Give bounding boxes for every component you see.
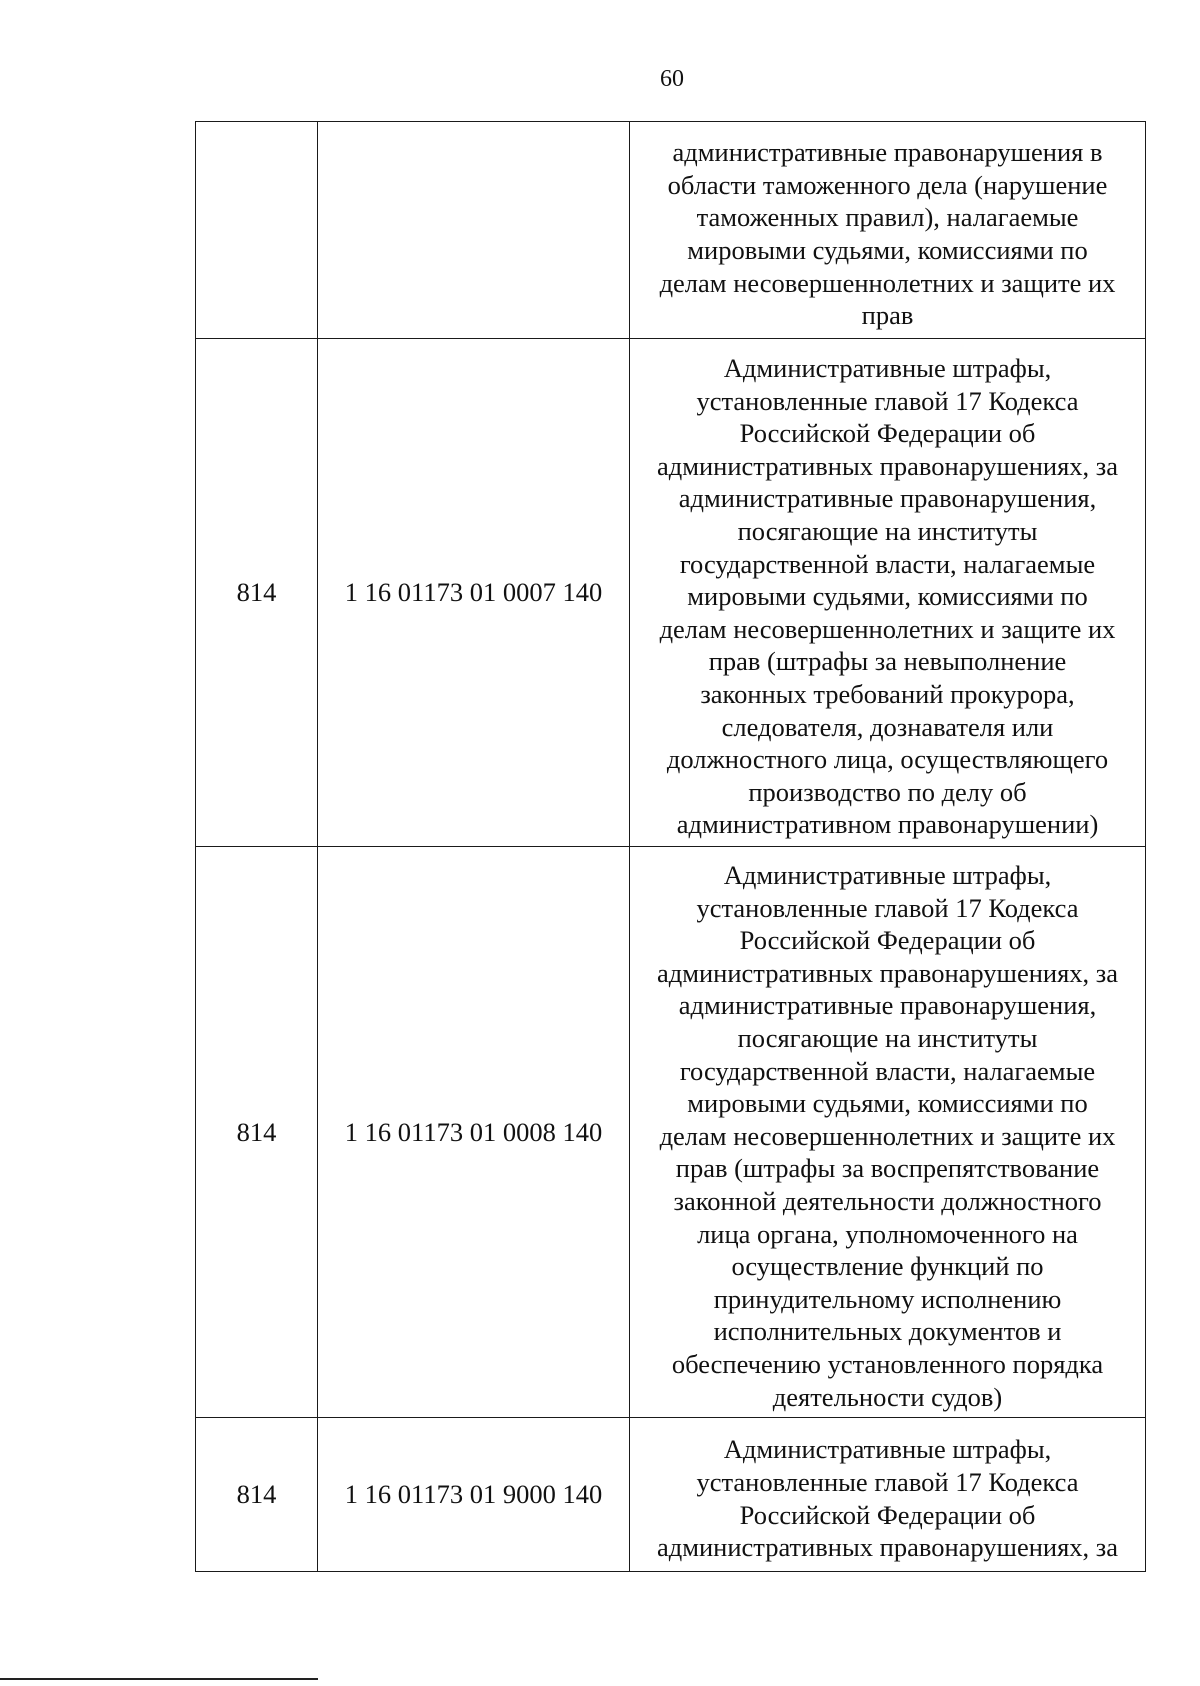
description-line: мировыми судьями, комиссиями по [687, 235, 1088, 265]
description-line: административные правонарушения, [678, 990, 1097, 1021]
description-line: делам несовершеннолетних и защите их [659, 1120, 1116, 1151]
description-line: административном правонарушении) [676, 809, 1099, 840]
description-line: обеспечению установленного порядка [671, 1348, 1104, 1379]
description-line: делам несовершеннолетних и защите их [659, 613, 1116, 644]
description-line: мировыми судьями, комиссиями по [687, 1088, 1088, 1119]
table-row [196, 847, 1146, 1418]
budget-code-cell: 1 16 01173 01 0008 140 [318, 847, 630, 1418]
description-line: деятельности судов) [772, 1381, 1003, 1412]
description-line: осуществление функций по [731, 1251, 1044, 1282]
table-row [196, 339, 1146, 847]
description-line: лица органа, уполномоченного на [697, 1218, 1078, 1249]
budget-code-cell: 1 16 01173 01 0007 140 [318, 339, 630, 847]
description-line: законной деятельности должностного [673, 1185, 1102, 1216]
description-line: делам несовершеннолетних и защите их [659, 267, 1116, 298]
description-line: посягающие на институты [737, 1022, 1038, 1053]
description-line: следователя, дознавателя или [721, 711, 1054, 742]
description-line: исполнительных документов и [713, 1316, 1062, 1347]
description-line: прав (штрафы за невыполнение [708, 646, 1067, 677]
description-cell [630, 339, 1146, 847]
description-line: мировыми судьями, комиссиями по [687, 581, 1088, 612]
description-line: Административные штрафы, [723, 353, 1052, 384]
admin-code-cell [196, 122, 318, 339]
description-line: посягающие на институты [737, 516, 1038, 547]
description-cell [630, 847, 1146, 1418]
admin-code-cell: 814 [196, 847, 318, 1418]
admin-code-cell: 814 [196, 1418, 318, 1572]
description-line: Российской Федерации об [739, 1499, 1036, 1530]
description-line: прав [861, 300, 914, 331]
description-line: области таможенного дела (нарушение [667, 169, 1108, 200]
description-line: Административные штрафы, [723, 860, 1052, 890]
description-line: Российской Федерации об [739, 925, 1036, 956]
description-line: государственной власти, налагаемые [679, 548, 1096, 579]
description-line: административных правонарушениях, за [656, 957, 1118, 988]
description-line: законных требований прокурора, [700, 678, 1075, 709]
admin-code-cell: 814 [196, 339, 318, 847]
budget-code-cell [318, 122, 630, 339]
description-line: установленные главой 17 Кодекса [696, 1467, 1079, 1497]
budget-codes-table [195, 121, 1146, 1572]
table-row [196, 122, 1146, 339]
description-line: производство по делу об [748, 776, 1027, 807]
description-line: административные правонарушения, [678, 483, 1097, 514]
budget-code-cell: 1 16 01173 01 9000 140 [318, 1418, 630, 1572]
description-line: установленные главой 17 Кодекса [696, 385, 1079, 416]
page-number: 60 [660, 66, 684, 92]
description-line: прав (штрафы за воспрепятствование [675, 1153, 1100, 1184]
footnote-separator [0, 1678, 318, 1680]
description-line: Российской Федерации об [739, 418, 1036, 449]
description-line: административные правонарушения в [672, 137, 1103, 168]
description-line: административных правонарушениях, за [656, 450, 1118, 481]
description-line: государственной власти, налагаемые [679, 1055, 1096, 1086]
description-cell [630, 1418, 1146, 1572]
description-line: установленные главой 17 Кодекса [696, 892, 1079, 923]
description-cell [630, 122, 1146, 339]
description-line: административных правонарушениях, за [656, 1532, 1118, 1563]
table-row [196, 1418, 1146, 1572]
description-line: таможенных правил), налагаемые [696, 202, 1079, 233]
description-line: должностного лица, осуществляющего [666, 744, 1109, 775]
description-line: принудительному исполнению [713, 1283, 1062, 1314]
description-line: Административные штрафы, [723, 1434, 1052, 1465]
